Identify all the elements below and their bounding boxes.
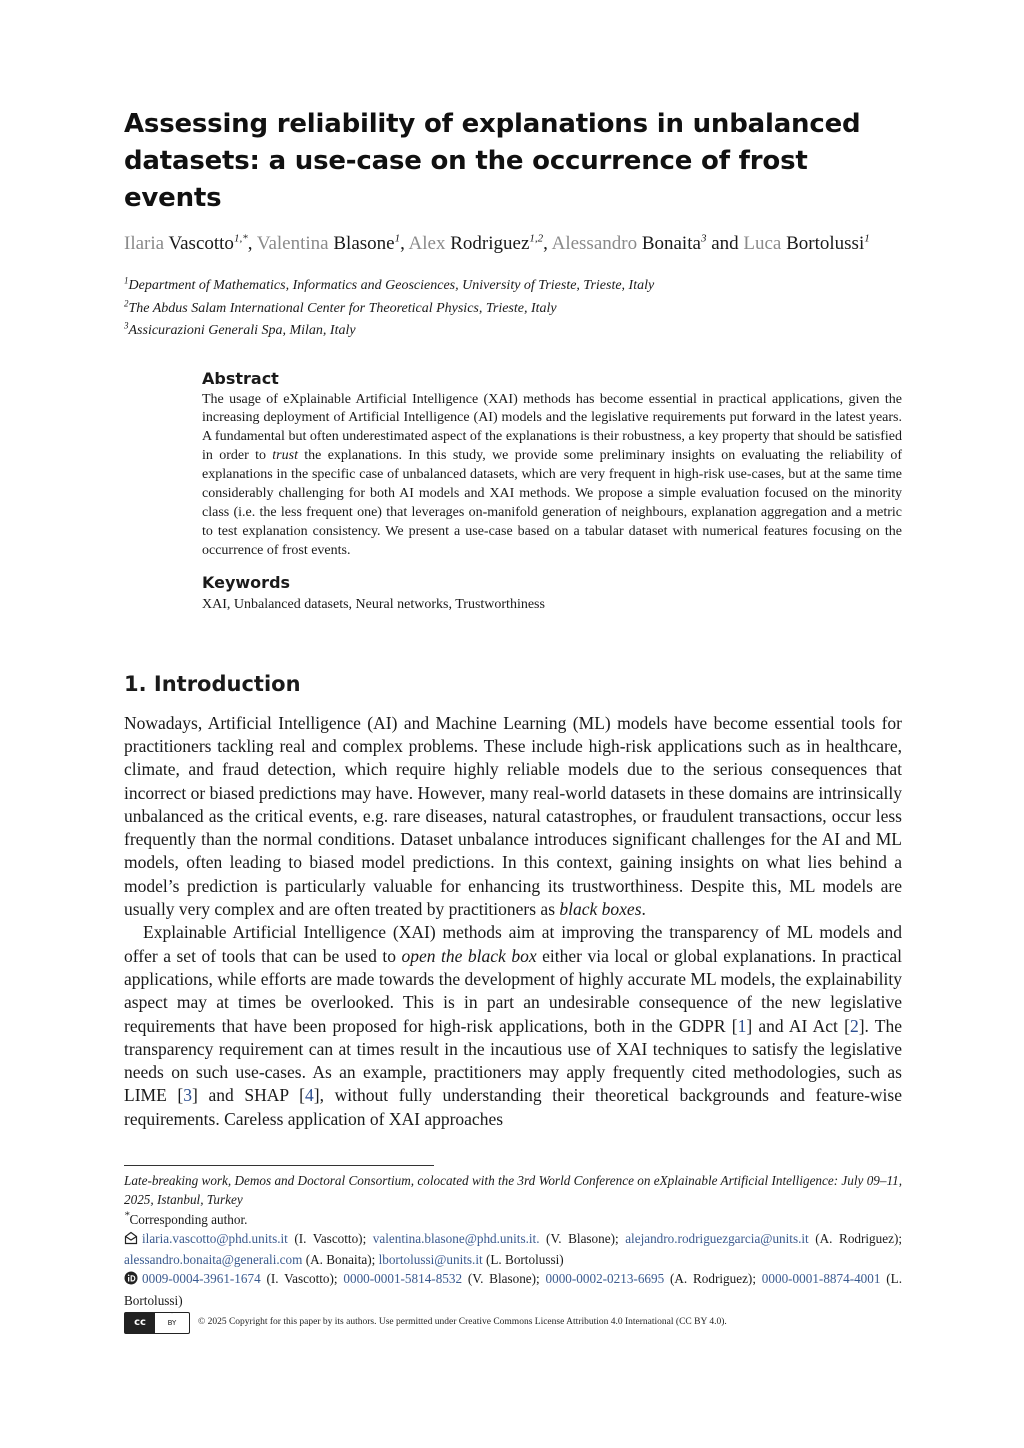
email-link[interactable]: valentina.blasone@phd.units.it. <box>372 1230 540 1246</box>
footnote-divider <box>124 1165 434 1166</box>
email-link[interactable]: alessandro.bonaita@generali.com <box>124 1252 303 1268</box>
intro-paragraph-1: Nowadays, Artificial Intelligence (AI) and Machine Learning (ML) models have become essential tools for practitioners tackling real and complex problems. These include high-risk applications such as in healthcare, climate, and fraud detection, which require highly reliable models due to the serious consequences that incorrect or biased predictions may have. However, many real-world datasets in these domains are intrinsically unbalanced as the critical events, e.g. rare diseases, natural catastrophes, or fraudulent transactions, occur less frequently than the normal conditions. Dataset unbalance introduces significant challenges for the AI and ML models, often leading to biased model predictions. In this context, gaining insights on what lies behind a model’s prediction is particularly valuable for enhancing its trustworthiness. Despite this, ML models are usually very complex and are often treated by practitioners as black boxes. <box>124 712 902 920</box>
orcid-icon <box>124 1271 138 1290</box>
author: Alessandro Bonaita$^3$ and <box>551 232 744 254</box>
license-text: © 2025 Copyright for this paper by its authors. Use permitted under Creative Commons License Attribution 4.0 International (CC BY 4.0). <box>198 1317 727 1328</box>
orcid-footnote: 0009-0004-3961-1674 (I. Vascotto); 0000-0001-5814-8532 (V. Blasone); 0000-0002-0213-6695 (A. Rodriguez); 0000-0001-8874-4001 (L. Bortolussi) <box>124 1271 903 1308</box>
abstract-block <box>202 369 902 614</box>
email-icon <box>124 1231 138 1250</box>
affiliation: $^2$The Abdus Salam International Center for Theoretical Physics, Trieste, Italy <box>124 297 557 316</box>
cc-by-license-icon: cc BY <box>124 1312 190 1334</box>
keywords-block <box>202 573 902 614</box>
abstract-heading: Abstract <box>202 368 279 388</box>
author: Valentina Blasone$^1$, <box>256 232 409 254</box>
email-footnote: ilaria.vascotto@phd.units.it (I. Vascotto); valentina.blasone@phd.units.it. (V. Blasone); alejandro.rodriguezgarcia@units.it (A. Rodriguez); alessandro.bonaita@generali.com (A. Bonaita); lbortolussi@units.it (L. Bortolussi) <box>124 1230 903 1268</box>
author-list <box>124 231 902 257</box>
venue-footnote: Late-breaking work, Demos and Doctoral Consortium, colocated with the 3rd World Conference on eXplainable Artificial Intelligence: July 09–11, 2025, Istanbul, Turkey <box>124 1173 902 1208</box>
orcid-link[interactable]: 0000-0001-5814-8532 <box>343 1271 463 1287</box>
corresponding-footnote: *Corresponding author. <box>124 1209 248 1227</box>
affiliation: $^1$Department of Mathematics, Informatics and Geosciences, University of Trieste, Trieste, Italy <box>124 275 655 293</box>
orcid-link[interactable]: 0000-0001-8874-4001 <box>761 1271 881 1287</box>
intro-paragraph-2: Explainable Artificial Intelligence (XAI) methods aim at improving the transparency of ML models and offer a set of tools that can be used to open the black box either via local or global explanations. In practical applications, while efforts are made towards the development of highly accurate ML models, the explainability aspect may at times be overlooked. This is in part an undesirable consequence of the new legislative requirements that have been proposed for high-risk applications, both in the GDPR [1] and AI Act [2]. The transparency requirement can at times result in the incautious use of XAI techniques to satisfy the legislative needs on such use-cases. As an example, practitioners may apply frequently cited methodologies, such as LIME [3] and SHAP [4], without fully understanding their theoretical backgrounds and feature-wise requirements. Careless application of XAI approaches <box>124 922 902 1129</box>
citation-link[interactable]: 2 <box>849 1015 859 1036</box>
orcid-link[interactable]: 0000-0002-0213-6695 <box>545 1271 665 1287</box>
email-link[interactable]: alejandro.rodriguezgarcia@units.it <box>625 1230 809 1246</box>
affiliation: $^3$Assicurazioni Generali Spa, Milan, Italy <box>124 320 356 338</box>
author: Luca Bortolussi$^1$ <box>743 232 870 254</box>
author: Ilaria Vascotto$^{1,*}$, <box>124 232 257 254</box>
paper-page <box>124 106 902 1131</box>
keywords-heading: Keywords <box>202 572 291 592</box>
section-heading-introduction: 1. Introduction <box>124 671 301 696</box>
email-link[interactable]: lbortolussi@units.it <box>378 1252 483 1268</box>
orcid-link[interactable]: 0009-0004-3961-1674 <box>142 1271 261 1287</box>
author: Alex Rodriguez$^{1,2}$, <box>408 232 552 254</box>
citation-link[interactable]: 4 <box>305 1085 314 1106</box>
footnotes <box>124 1171 902 1334</box>
citation-link[interactable]: 3 <box>183 1085 193 1106</box>
paper-title: Assessing reliability of explanations in unbalanced datasets: a use-case on the occurrence of frost events <box>124 109 861 213</box>
email-link[interactable]: ilaria.vascotto@phd.units.it <box>142 1230 288 1246</box>
keywords-text: XAI, Unbalanced datasets, Neural networks, Trustworthiness <box>202 596 545 612</box>
license-footnote <box>124 1312 902 1334</box>
citation-link[interactable]: 1 <box>737 1015 747 1036</box>
abstract-text: The usage of eXplainable Artificial Intelligence (XAI) methods has become essential in practical applications, given the increasing deployment of Artificial Intelligence (AI) models and the legislative requirements put forward in the latest years. A fundamental but often underestimated aspect of the explanations is their robustness, a key property that should be satisfied in order to trust the explanations. In this study, we provide some preliminary insights on evaluating the reliability of explanations in the specific case of unbalanced datasets, which are very frequent in high-risk use-cases, but at the same time considerably challenging for both AI models and XAI methods. We propose a simple evaluation focused on the minority class (i.e. the less frequent one) that leverages on-manifold generation of neighbours, explanation aggregation and a metric to test explanation consistency. We present a use-case based on a tabular dataset with numerical features focusing on the occurrence of frost events. <box>202 391 902 558</box>
